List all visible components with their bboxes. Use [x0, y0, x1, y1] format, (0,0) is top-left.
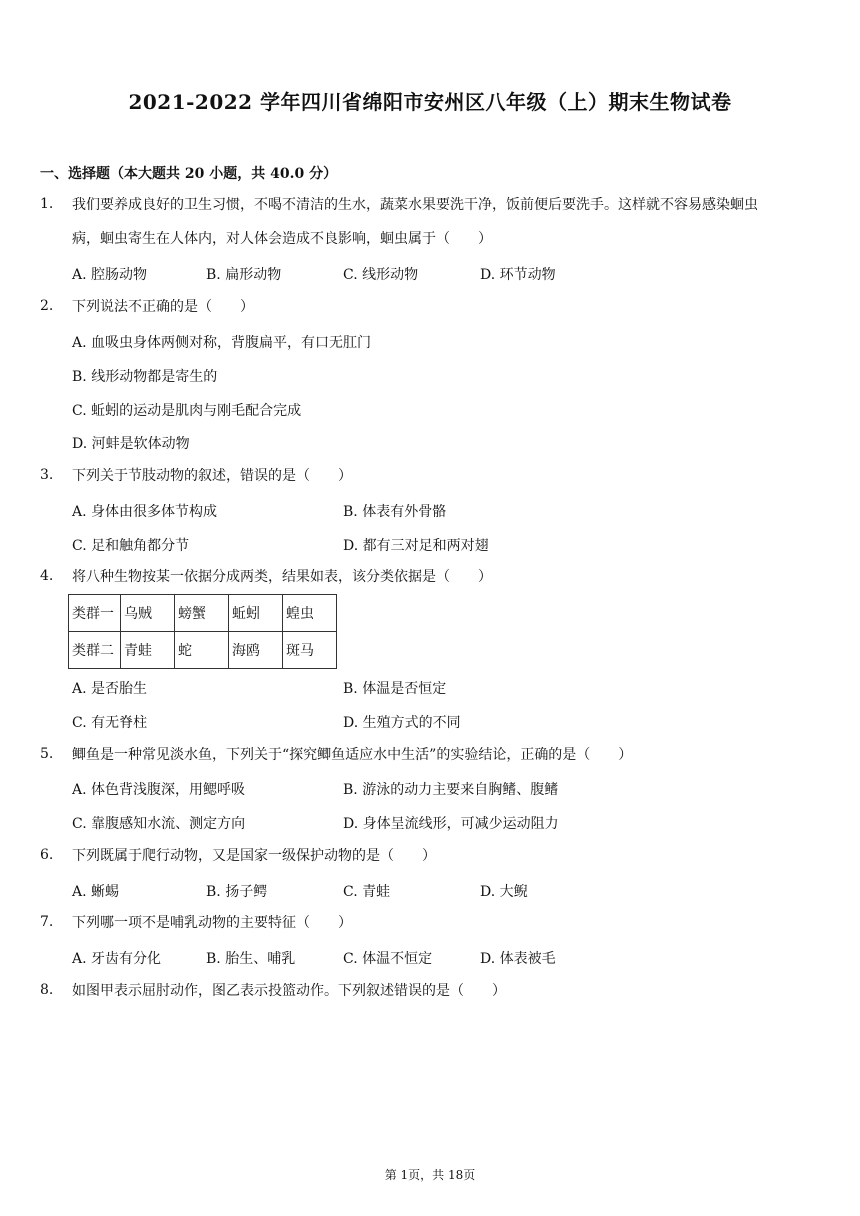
- question-number: 3.: [40, 467, 54, 483]
- question-text-line: 病，蛔虫寄生在人体内，对人体会造成不良影响，蛔虫属于（ ）: [72, 231, 492, 247]
- question-text-line: 将八种生物按某一依据分成两类，结果如表，该分类依据是（ ）: [72, 569, 492, 585]
- option-d[interactable]: D. 生殖方式的不同: [343, 715, 461, 731]
- option-b[interactable]: B. 体表有外骨骼: [343, 504, 447, 520]
- option-d[interactable]: D. 都有三对足和两对翅: [343, 538, 489, 554]
- question-number: 7.: [40, 914, 54, 930]
- option-a[interactable]: A. 血吸虫身体两侧对称，背腹扁平，有口无肛门: [72, 335, 372, 351]
- option-c[interactable]: C. 足和触角都分节: [72, 538, 190, 554]
- question-number: 5.: [40, 746, 54, 762]
- option-c[interactable]: C. 体温不恒定: [343, 951, 433, 967]
- table-cell: 蛇: [175, 632, 229, 669]
- question-text-line: 下列既属于爬行动物，又是国家一级保护动物的是（ ）: [72, 848, 436, 864]
- question-text-line: 我们要养成良好的卫生习惯，不喝不清洁的生水，蔬菜水果要洗干净，饭前便后要洗手。这样就不容易感染蛔虫: [72, 197, 758, 213]
- option-b[interactable]: B. 体温是否恒定: [343, 681, 447, 697]
- question-number: 1.: [40, 196, 54, 212]
- option-d[interactable]: D. 体表被毛: [480, 951, 556, 967]
- option-d[interactable]: D. 河蚌是软体动物: [72, 436, 190, 452]
- classification-table: [68, 594, 337, 669]
- option-a[interactable]: A. 身体由很多体节构成: [72, 504, 218, 520]
- question-text-line: 下列说法不正确的是（ ）: [72, 299, 254, 315]
- option-d[interactable]: D. 大鲵: [480, 884, 528, 900]
- question-text-line: 下列关于节肢动物的叙述，错误的是（ ）: [72, 468, 352, 484]
- option-a[interactable]: A. 牙齿有分化: [72, 951, 162, 967]
- option-c[interactable]: C. 靠腹感知水流、测定方向: [72, 816, 246, 832]
- option-d[interactable]: D. 身体呈流线形，可减少运动阻力: [343, 816, 559, 832]
- option-c[interactable]: C. 有无脊柱: [72, 715, 148, 731]
- table-cell: 斑马: [283, 632, 337, 669]
- option-b[interactable]: B. 扁形动物: [206, 267, 282, 283]
- table-cell: 青蛙: [121, 632, 175, 669]
- option-a[interactable]: A. 蜥蜴: [72, 884, 120, 900]
- table-cell: 蚯蚓: [229, 595, 283, 632]
- question-number: 2.: [40, 298, 54, 314]
- option-d[interactable]: D. 环节动物: [480, 267, 556, 283]
- question-number: 4.: [40, 568, 54, 584]
- table-cell: 乌贼: [121, 595, 175, 632]
- option-b[interactable]: B. 游泳的动力主要来自胸鳍、腹鳍: [343, 782, 559, 798]
- option-a[interactable]: A. 是否胎生: [72, 681, 148, 697]
- option-c[interactable]: C. 蚯蚓的运动是肌肉与刚毛配合完成: [72, 403, 302, 419]
- page-title: 2021-2022 学年四川省绵阳市安州区八年级（上）期末生物试卷: [128, 90, 732, 114]
- question-text-line: 下列哪一项不是哺乳动物的主要特征（ ）: [72, 915, 352, 931]
- option-a[interactable]: A. 腔肠动物: [72, 267, 148, 283]
- question-text-line: 鲫鱼是一种常见淡水鱼，下列关于“探究鲫鱼适应水中生活”的实验结论，正确的是（ ）: [72, 747, 633, 763]
- option-c[interactable]: C. 线形动物: [343, 267, 419, 283]
- table-row: [69, 595, 337, 632]
- table-cell: 海鸥: [229, 632, 283, 669]
- option-a[interactable]: A. 体色背浅腹深，用鳃呼吸: [72, 782, 246, 798]
- table-cell: 类群一: [69, 595, 121, 632]
- table-cell: 蝗虫: [283, 595, 337, 632]
- table-row: [69, 632, 337, 669]
- question-number: 8.: [40, 982, 54, 998]
- question-text-line: 如图甲表示屈肘动作，图乙表示投篮动作。下列叙述错误的是（ ）: [72, 983, 506, 999]
- section-heading: 一、选择题（本大题共 20 小题，共 40.0 分）: [40, 166, 338, 182]
- question-number: 6.: [40, 847, 54, 863]
- table-cell: 类群二: [69, 632, 121, 669]
- option-b[interactable]: B. 线形动物都是寄生的: [72, 369, 218, 385]
- option-c[interactable]: C. 青蛙: [343, 884, 391, 900]
- option-b[interactable]: B. 胎生、哺乳: [206, 951, 296, 967]
- table-cell: 螃蟹: [175, 595, 229, 632]
- page-footer: 第 1页，共 18页: [384, 1168, 476, 1182]
- option-b[interactable]: B. 扬子鳄: [206, 884, 268, 900]
